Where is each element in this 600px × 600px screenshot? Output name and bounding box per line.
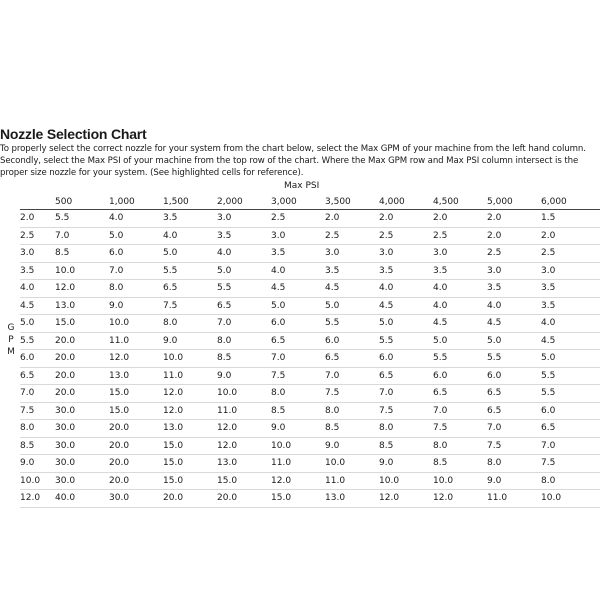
nozzle-size-cell: 4.0 bbox=[433, 300, 448, 311]
nozzle-size-cell: 15.0 bbox=[271, 493, 292, 504]
nozzle-size-cell: 6.0 bbox=[109, 248, 124, 259]
nozzle-size-cell: 12.0 bbox=[379, 493, 400, 504]
gpm-row-header: 6.5 bbox=[20, 370, 35, 381]
nozzle-size-cell: 7.5 bbox=[433, 423, 448, 434]
nozzle-size-cell: 4.0 bbox=[379, 283, 394, 294]
nozzle-size-cell: 4.5 bbox=[541, 335, 556, 346]
nozzle-size-cell: 8.5 bbox=[379, 440, 394, 451]
nozzle-size-cell: 5.0 bbox=[271, 300, 286, 311]
nozzle-size-cell: 6.5 bbox=[217, 300, 232, 311]
nozzle-size-cell: 5.0 bbox=[433, 335, 448, 346]
nozzle-size-cell: 6.5 bbox=[487, 388, 502, 399]
nozzle-size-cell: 5.5 bbox=[541, 388, 556, 399]
nozzle-size-cell: 30.0 bbox=[55, 423, 76, 434]
gpm-row-header: 10.0 bbox=[20, 475, 41, 486]
nozzle-size-cell: 6.5 bbox=[163, 283, 178, 294]
gpm-row-header: 5.5 bbox=[20, 335, 35, 346]
nozzle-size-cell: 7.0 bbox=[217, 318, 232, 329]
gpm-letter: G bbox=[7, 323, 15, 333]
table-row bbox=[20, 263, 600, 281]
table-row bbox=[20, 490, 600, 508]
nozzle-size-cell: 11.0 bbox=[217, 405, 238, 416]
psi-column-header: 1,000 bbox=[109, 197, 135, 207]
nozzle-size-cell: 7.5 bbox=[541, 458, 556, 469]
nozzle-size-cell: 6.5 bbox=[433, 388, 448, 399]
gpm-row-header: 2.5 bbox=[20, 230, 35, 241]
table-row bbox=[20, 350, 600, 368]
nozzle-size-cell: 20.0 bbox=[55, 353, 76, 364]
table-row bbox=[20, 210, 600, 228]
nozzle-size-cell: 8.0 bbox=[325, 405, 340, 416]
nozzle-size-cell: 5.5 bbox=[541, 370, 556, 381]
gpm-row-header: 9.0 bbox=[20, 458, 35, 469]
nozzle-size-cell: 11.0 bbox=[325, 475, 346, 486]
nozzle-size-cell: 2.0 bbox=[487, 213, 502, 224]
nozzle-size-cell: 13.0 bbox=[163, 423, 184, 434]
nozzle-size-cell: 2.0 bbox=[487, 230, 502, 241]
nozzle-size-cell: 4.5 bbox=[379, 300, 394, 311]
nozzle-size-cell: 7.0 bbox=[271, 353, 286, 364]
nozzle-size-cell: 2.5 bbox=[541, 248, 556, 259]
nozzle-size-cell: 10.0 bbox=[325, 458, 346, 469]
nozzle-size-cell: 4.5 bbox=[271, 283, 286, 294]
nozzle-size-cell: 10.0 bbox=[271, 440, 292, 451]
intro-paragraph bbox=[0, 143, 600, 179]
nozzle-size-cell: 11.0 bbox=[487, 493, 508, 504]
nozzle-size-cell: 3.5 bbox=[433, 265, 448, 276]
nozzle-size-cell: 9.0 bbox=[271, 423, 286, 434]
nozzle-size-cell: 9.0 bbox=[325, 440, 340, 451]
nozzle-size-cell: 20.0 bbox=[55, 370, 76, 381]
nozzle-size-cell: 15.0 bbox=[217, 475, 238, 486]
nozzle-size-cell: 12.0 bbox=[271, 475, 292, 486]
nozzle-size-cell: 9.0 bbox=[109, 300, 124, 311]
nozzle-size-cell: 30.0 bbox=[55, 475, 76, 486]
nozzle-size-cell: 2.0 bbox=[541, 230, 556, 241]
nozzle-size-cell: 7.5 bbox=[379, 405, 394, 416]
nozzle-size-cell: 30.0 bbox=[109, 493, 130, 504]
table-row bbox=[20, 333, 600, 351]
table-row bbox=[20, 420, 600, 438]
nozzle-size-cell: 8.0 bbox=[163, 318, 178, 329]
nozzle-size-cell: 10.0 bbox=[541, 493, 562, 504]
table-row bbox=[20, 455, 600, 473]
nozzle-size-cell: 5.0 bbox=[379, 318, 394, 329]
nozzle-size-cell: 5.5 bbox=[487, 353, 502, 364]
nozzle-size-cell: 3.5 bbox=[379, 265, 394, 276]
nozzle-size-cell: 3.5 bbox=[217, 230, 232, 241]
nozzle-size-cell: 6.0 bbox=[541, 405, 556, 416]
nozzle-size-cell: 6.0 bbox=[379, 353, 394, 364]
nozzle-size-cell: 4.5 bbox=[433, 318, 448, 329]
nozzle-size-cell: 40.0 bbox=[55, 493, 76, 504]
nozzle-size-cell: 7.0 bbox=[433, 405, 448, 416]
psi-column-header: 2,000 bbox=[217, 197, 243, 207]
gpm-row-header: 7.0 bbox=[20, 388, 35, 399]
nozzle-size-cell: 5.0 bbox=[217, 265, 232, 276]
nozzle-size-cell: 2.5 bbox=[325, 230, 340, 241]
nozzle-size-cell: 6.5 bbox=[541, 423, 556, 434]
nozzle-size-cell: 5.0 bbox=[163, 248, 178, 259]
nozzle-size-cell: 5.5 bbox=[55, 213, 70, 224]
gpm-row-header: 6.0 bbox=[20, 353, 35, 364]
nozzle-size-cell: 6.5 bbox=[379, 370, 394, 381]
nozzle-size-cell: 3.5 bbox=[487, 283, 502, 294]
gpm-letter: P bbox=[8, 335, 14, 345]
nozzle-size-cell: 12.0 bbox=[163, 405, 184, 416]
nozzle-size-cell: 15.0 bbox=[55, 318, 76, 329]
nozzle-size-cell: 4.0 bbox=[163, 230, 178, 241]
nozzle-size-cell: 8.0 bbox=[541, 475, 556, 486]
gpm-label bbox=[6, 322, 16, 358]
nozzle-size-cell: 8.5 bbox=[217, 353, 232, 364]
nozzle-size-cell: 3.5 bbox=[541, 300, 556, 311]
nozzle-size-cell: 11.0 bbox=[163, 370, 184, 381]
nozzle-size-cell: 20.0 bbox=[109, 475, 130, 486]
nozzle-size-cell: 20.0 bbox=[163, 493, 184, 504]
nozzle-size-cell: 8.5 bbox=[433, 458, 448, 469]
nozzle-size-cell: 8.0 bbox=[271, 388, 286, 399]
nozzle-size-cell: 3.0 bbox=[541, 265, 556, 276]
header-corner bbox=[20, 207, 55, 209]
table-header-row bbox=[20, 195, 600, 210]
nozzle-size-cell: 3.5 bbox=[163, 213, 178, 224]
nozzle-size-cell: 7.5 bbox=[487, 440, 502, 451]
nozzle-size-cell: 20.0 bbox=[109, 423, 130, 434]
table-row bbox=[20, 280, 600, 298]
nozzle-size-cell: 9.0 bbox=[379, 458, 394, 469]
nozzle-size-cell: 9.0 bbox=[487, 475, 502, 486]
psi-column-header: 3,500 bbox=[325, 197, 351, 207]
nozzle-size-cell: 30.0 bbox=[55, 405, 76, 416]
psi-column-header: 3,000 bbox=[271, 197, 297, 207]
nozzle-size-cell: 5.5 bbox=[163, 265, 178, 276]
nozzle-size-cell: 6.0 bbox=[433, 370, 448, 381]
max-psi-label: Max PSI bbox=[284, 181, 320, 191]
nozzle-size-cell: 8.5 bbox=[271, 405, 286, 416]
nozzle-size-cell: 8.5 bbox=[325, 423, 340, 434]
nozzle-size-cell: 7.5 bbox=[163, 300, 178, 311]
nozzle-size-cell: 9.0 bbox=[217, 370, 232, 381]
table-row bbox=[20, 473, 600, 491]
nozzle-size-cell: 7.0 bbox=[109, 265, 124, 276]
nozzle-size-cell: 12.0 bbox=[109, 353, 130, 364]
gpm-row-header: 4.5 bbox=[20, 300, 35, 311]
nozzle-size-cell: 5.0 bbox=[541, 353, 556, 364]
nozzle-size-cell: 5.5 bbox=[325, 318, 340, 329]
nozzle-size-cell: 15.0 bbox=[109, 405, 130, 416]
gpm-row-header: 8.0 bbox=[20, 423, 35, 434]
nozzle-size-cell: 12.0 bbox=[163, 388, 184, 399]
page-title: Nozzle Selection Chart bbox=[0, 126, 147, 142]
nozzle-size-cell: 30.0 bbox=[55, 458, 76, 469]
nozzle-size-cell: 5.5 bbox=[433, 353, 448, 364]
intro-line: Secondly, select the Max PSI of your machine from the top row of the chart. Where the Max GPM row and Max PSI column intersect is the bbox=[0, 156, 579, 166]
nozzle-size-cell: 1.5 bbox=[541, 213, 556, 224]
nozzle-size-cell: 6.5 bbox=[271, 335, 286, 346]
gpm-letter: M bbox=[7, 347, 15, 357]
nozzle-size-cell: 5.0 bbox=[325, 300, 340, 311]
psi-column-header: 5,000 bbox=[487, 197, 513, 207]
nozzle-size-cell: 3.0 bbox=[271, 230, 286, 241]
psi-column-header: 1,500 bbox=[163, 197, 189, 207]
nozzle-size-cell: 8.5 bbox=[55, 248, 70, 259]
nozzle-size-cell: 6.5 bbox=[325, 353, 340, 364]
nozzle-size-cell: 7.5 bbox=[325, 388, 340, 399]
nozzle-size-cell: 3.0 bbox=[325, 248, 340, 259]
nozzle-size-cell: 4.5 bbox=[487, 318, 502, 329]
nozzle-size-cell: 10.0 bbox=[433, 475, 454, 486]
nozzle-size-cell: 5.0 bbox=[487, 335, 502, 346]
table-row bbox=[20, 315, 600, 333]
nozzle-size-cell: 8.0 bbox=[109, 283, 124, 294]
nozzle-size-cell: 2.5 bbox=[487, 248, 502, 259]
nozzle-size-cell: 20.0 bbox=[109, 440, 130, 451]
nozzle-table bbox=[20, 195, 600, 508]
nozzle-size-cell: 10.0 bbox=[217, 388, 238, 399]
nozzle-size-cell: 2.5 bbox=[379, 230, 394, 241]
nozzle-size-cell: 2.0 bbox=[379, 213, 394, 224]
nozzle-size-cell: 2.0 bbox=[325, 213, 340, 224]
nozzle-size-cell: 8.0 bbox=[379, 423, 394, 434]
nozzle-size-cell: 13.0 bbox=[55, 300, 76, 311]
nozzle-size-cell: 4.0 bbox=[487, 300, 502, 311]
psi-column-header: 4,500 bbox=[433, 197, 459, 207]
nozzle-size-cell: 10.0 bbox=[55, 265, 76, 276]
psi-column-header: 6,000 bbox=[541, 197, 567, 207]
nozzle-size-cell: 5.0 bbox=[109, 230, 124, 241]
nozzle-size-cell: 5.5 bbox=[379, 335, 394, 346]
nozzle-size-cell: 15.0 bbox=[163, 440, 184, 451]
nozzle-size-cell: 2.5 bbox=[433, 230, 448, 241]
nozzle-size-cell: 12.0 bbox=[217, 423, 238, 434]
nozzle-size-cell: 13.0 bbox=[217, 458, 238, 469]
nozzle-size-cell: 8.0 bbox=[217, 335, 232, 346]
nozzle-size-cell: 5.5 bbox=[217, 283, 232, 294]
table-row bbox=[20, 245, 600, 263]
nozzle-size-cell: 20.0 bbox=[55, 335, 76, 346]
nozzle-size-cell: 20.0 bbox=[55, 388, 76, 399]
nozzle-size-cell: 3.5 bbox=[325, 265, 340, 276]
nozzle-size-cell: 3.0 bbox=[379, 248, 394, 259]
table-row bbox=[20, 438, 600, 456]
table-row bbox=[20, 298, 600, 316]
nozzle-size-cell: 11.0 bbox=[271, 458, 292, 469]
nozzle-size-cell: 6.5 bbox=[487, 405, 502, 416]
nozzle-size-cell: 3.0 bbox=[487, 265, 502, 276]
gpm-row-header: 8.5 bbox=[20, 440, 35, 451]
table-row bbox=[20, 228, 600, 246]
nozzle-size-cell: 3.5 bbox=[271, 248, 286, 259]
nozzle-size-cell: 9.0 bbox=[163, 335, 178, 346]
nozzle-size-cell: 8.0 bbox=[487, 458, 502, 469]
nozzle-size-cell: 7.0 bbox=[55, 230, 70, 241]
gpm-row-header: 2.0 bbox=[20, 213, 35, 224]
nozzle-size-cell: 15.0 bbox=[163, 475, 184, 486]
gpm-row-header: 12.0 bbox=[20, 493, 41, 504]
table-row bbox=[20, 403, 600, 421]
table-row bbox=[20, 368, 600, 386]
nozzle-size-cell: 4.0 bbox=[271, 265, 286, 276]
nozzle-size-cell: 4.0 bbox=[433, 283, 448, 294]
gpm-row-header: 7.5 bbox=[20, 405, 35, 416]
gpm-row-header: 4.0 bbox=[20, 283, 35, 294]
nozzle-size-cell: 12.0 bbox=[55, 283, 76, 294]
nozzle-size-cell: 11.0 bbox=[109, 335, 130, 346]
nozzle-size-cell: 2.0 bbox=[433, 213, 448, 224]
nozzle-size-cell: 7.0 bbox=[379, 388, 394, 399]
nozzle-size-cell: 12.0 bbox=[433, 493, 454, 504]
psi-column-header: 4,000 bbox=[379, 197, 405, 207]
nozzle-size-cell: 30.0 bbox=[55, 440, 76, 451]
nozzle-size-cell: 20.0 bbox=[109, 458, 130, 469]
nozzle-size-cell: 2.5 bbox=[271, 213, 286, 224]
nozzle-size-cell: 4.0 bbox=[541, 318, 556, 329]
nozzle-size-cell: 6.0 bbox=[325, 335, 340, 346]
gpm-row-header: 3.5 bbox=[20, 265, 35, 276]
nozzle-size-cell: 3.5 bbox=[541, 283, 556, 294]
nozzle-size-cell: 4.0 bbox=[217, 248, 232, 259]
nozzle-size-cell: 15.0 bbox=[163, 458, 184, 469]
nozzle-size-cell: 10.0 bbox=[379, 475, 400, 486]
nozzle-size-cell: 13.0 bbox=[325, 493, 346, 504]
intro-line: To properly select the correct nozzle for your system from the chart below, select the Max GPM of your machine from the left hand column. bbox=[0, 144, 586, 154]
nozzle-size-cell: 15.0 bbox=[109, 388, 130, 399]
gpm-row-header: 3.0 bbox=[20, 248, 35, 259]
nozzle-size-cell: 10.0 bbox=[109, 318, 130, 329]
nozzle-size-cell: 6.0 bbox=[487, 370, 502, 381]
table-row bbox=[20, 385, 600, 403]
nozzle-size-cell: 7.0 bbox=[325, 370, 340, 381]
gpm-row-header: 5.0 bbox=[20, 318, 35, 329]
nozzle-size-cell: 7.0 bbox=[541, 440, 556, 451]
nozzle-size-cell: 13.0 bbox=[109, 370, 130, 381]
nozzle-size-cell: 3.0 bbox=[217, 213, 232, 224]
nozzle-size-cell: 7.5 bbox=[271, 370, 286, 381]
nozzle-size-cell: 4.0 bbox=[109, 213, 124, 224]
psi-column-header: 500 bbox=[55, 197, 73, 207]
nozzle-size-cell: 4.5 bbox=[325, 283, 340, 294]
nozzle-size-cell: 20.0 bbox=[217, 493, 238, 504]
nozzle-size-cell: 12.0 bbox=[217, 440, 238, 451]
nozzle-size-cell: 7.0 bbox=[487, 423, 502, 434]
nozzle-size-cell: 8.0 bbox=[433, 440, 448, 451]
nozzle-size-cell: 6.0 bbox=[271, 318, 286, 329]
intro-line: proper size nozzle for your system. (See highlighted cells for reference). bbox=[0, 168, 304, 178]
nozzle-size-cell: 3.0 bbox=[433, 248, 448, 259]
nozzle-size-cell: 10.0 bbox=[163, 353, 184, 364]
